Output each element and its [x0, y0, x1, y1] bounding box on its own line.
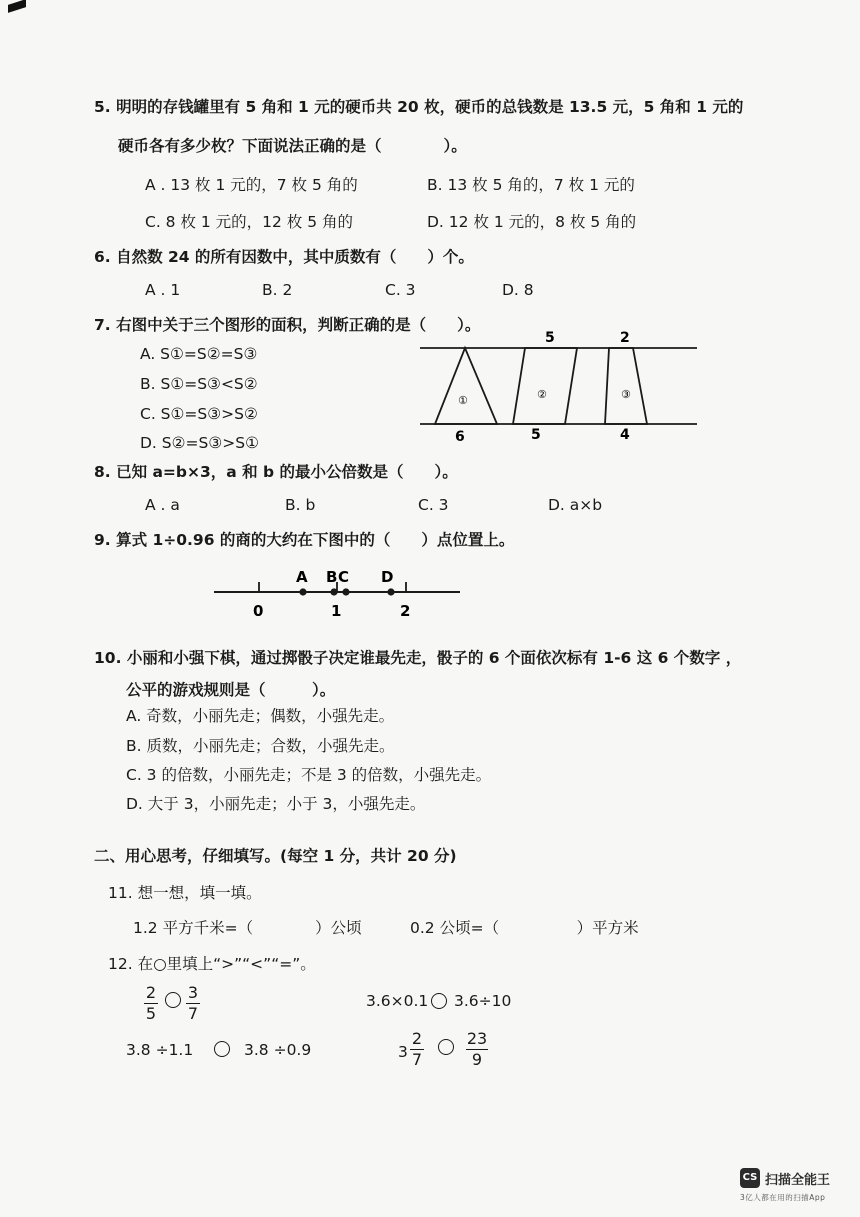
- q10-option-b: B. 质数，小丽先走；合数，小强先走。: [126, 737, 395, 755]
- q7-option-b: B. S①=S③<S②: [140, 375, 258, 393]
- q9-stem: 9. 算式 1÷0.96 的商的大约在下图中的（ ）点位置上。: [94, 531, 515, 549]
- q5-stem-line2: 硬币各有多少枚？下面说法正确的是（ ）。: [118, 137, 467, 155]
- q7-option-c: C. S①=S③>S②: [140, 405, 258, 423]
- q6-option-d: D. 8: [502, 281, 534, 299]
- tick-label-0: 0: [253, 602, 264, 620]
- tick-label-2: 2: [400, 602, 411, 620]
- q11-stem: 11. 想一想，填一填。: [108, 884, 262, 902]
- point-label-d: D: [381, 568, 394, 586]
- numerator: 23: [466, 1029, 488, 1048]
- top-label-2: 2: [620, 330, 630, 346]
- denominator: 9: [471, 1050, 483, 1069]
- q5-option-d: D. 12 枚 1 元的，8 枚 5 角的: [427, 213, 637, 231]
- denominator: 5: [145, 1004, 157, 1023]
- denominator: 7: [187, 1004, 199, 1023]
- shape-label-1: ①: [458, 394, 468, 407]
- q8-option-a: A . a: [145, 496, 180, 514]
- scanner-brand-name: 扫描全能王: [765, 1173, 831, 1188]
- bottom-label-5: 5: [531, 427, 541, 443]
- point-c: [342, 588, 349, 595]
- point-b: [330, 588, 337, 595]
- q5-option-a: A . 13 枚 1 元的，7 枚 5 角的: [145, 176, 358, 194]
- q5-option-b: B. 13 枚 5 角的，7 枚 1 元的: [427, 176, 635, 194]
- q12-e2-right: 3.6÷10: [454, 992, 512, 1010]
- q12-e3-left: 3.8 ÷1.1: [126, 1041, 194, 1059]
- q6-option-c: C. 3: [385, 281, 416, 299]
- q11-right-blank: 0.2 公顷=（ ）平方米: [410, 919, 639, 937]
- q12-e3-compare-circle[interactable]: [214, 1041, 230, 1057]
- point-label-b: B: [326, 568, 338, 586]
- corner-mark: [8, 0, 26, 13]
- tick-label-1: 1: [331, 602, 342, 620]
- q12-e4-fraction-right: [466, 1030, 488, 1069]
- bottom-label-6: 6: [455, 429, 465, 443]
- q12-e4-fraction-left: [410, 1030, 424, 1069]
- q10-option-d: D. 大于 3，小丽先走；小于 3，小强先走。: [126, 795, 426, 813]
- denominator: 7: [411, 1050, 423, 1069]
- shape-label-2: ②: [537, 388, 547, 401]
- shape-label-3: ③: [621, 388, 631, 401]
- q12-e4-whole: 3: [398, 1043, 408, 1061]
- q12-e4-compare-circle[interactable]: [438, 1039, 454, 1055]
- q12-e1-fraction-right: [186, 984, 200, 1023]
- q8-option-c: C. 3: [418, 496, 449, 514]
- q6-stem: 6. 自然数 24 的所有因数中，其中质数有（ ）个。: [94, 248, 474, 266]
- scanner-watermark: [740, 1168, 852, 1208]
- q12-e2-left: 3.6×0.1: [366, 992, 429, 1010]
- q7-figure: [415, 328, 705, 443]
- scanner-logo-icon: CS: [740, 1168, 760, 1188]
- triangle-shape-1: [435, 348, 497, 424]
- q12-e3-right: 3.8 ÷0.9: [244, 1041, 312, 1059]
- q10-stem-line2: 公平的游戏规则是（ ）。: [126, 681, 336, 699]
- numerator: 2: [145, 983, 157, 1002]
- trapezoid-shape-3: [605, 348, 647, 424]
- bottom-label-4: 4: [620, 427, 630, 443]
- q10-option-a: A. 奇数，小丽先走；偶数，小强先走。: [126, 707, 395, 725]
- trapezoid-shape-2: [513, 348, 577, 424]
- q12-e1-fraction-left: [144, 984, 158, 1023]
- q5-stem-line1: 5. 明明的存钱罐里有 5 角和 1 元的硬币共 20 枚，硬币的总钱数是 13.5 元，5 角和 1 元的: [94, 98, 744, 116]
- q10-option-c: C. 3 的倍数，小丽先走；不是 3 的倍数，小强先走。: [126, 766, 492, 784]
- q6-option-a: A . 1: [145, 281, 181, 299]
- q6-option-b: B. 2: [262, 281, 293, 299]
- q7-option-a: A. S①=S②=S③: [140, 345, 258, 363]
- q5-option-c: C. 8 枚 1 元的，12 枚 5 角的: [145, 213, 354, 231]
- q8-option-b: B. b: [285, 496, 316, 514]
- scanner-tagline: 3亿人都在用的扫描App: [740, 1193, 826, 1202]
- q12-stem: 12. 在○里填上“>”“<”“=”。: [108, 955, 316, 973]
- q10-stem-line1: 10. 小丽和小强下棋，通过掷骰子决定谁最先走，骰子的 6 个面依次标有 1-6 这 6 个数字 ，: [94, 649, 742, 667]
- q9-number-line: [210, 562, 470, 622]
- q11-left-blank: 1.2 平方千米=（ ）公顷: [133, 919, 362, 937]
- numerator: 3: [187, 983, 199, 1002]
- top-label-5: 5: [545, 330, 555, 346]
- q8-option-d: D. a×b: [548, 496, 603, 514]
- point-label-c: C: [338, 568, 350, 586]
- numerator: 2: [411, 1029, 423, 1048]
- q12-e1-compare-circle[interactable]: [165, 992, 181, 1008]
- point-a: [299, 588, 306, 595]
- q12-e2-compare-circle[interactable]: [431, 993, 447, 1009]
- point-d: [387, 588, 394, 595]
- q7-stem: 7. 右图中关于三个图形的面积，判断正确的是（ ）。: [94, 316, 481, 334]
- section-2-title: 二、用心思考，仔细填写。(每空 1 分，共计 20 分): [94, 847, 457, 865]
- q7-option-d: D. S②=S③>S①: [140, 434, 259, 452]
- q8-stem: 8. 已知 a=b×3，a 和 b 的最小公倍数是（ ）。: [94, 463, 458, 481]
- point-label-a: A: [296, 568, 308, 586]
